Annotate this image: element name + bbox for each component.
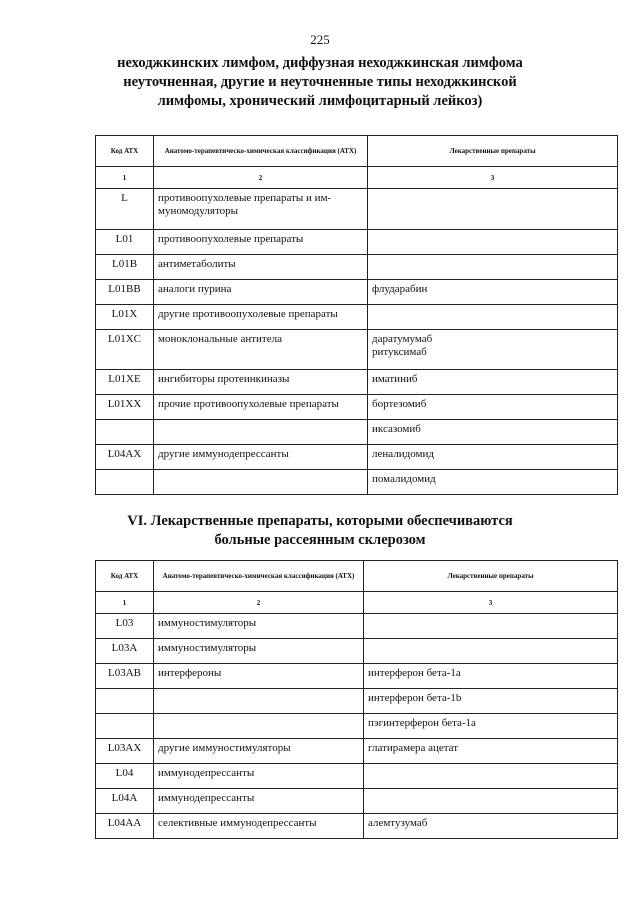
drugs-cell bbox=[368, 330, 618, 370]
drug-name: алемтузумаб bbox=[368, 817, 428, 829]
column-number: 3 bbox=[368, 167, 618, 189]
table-row bbox=[96, 305, 618, 330]
drugs-cell bbox=[364, 764, 618, 789]
drug-name: бортезомиб bbox=[372, 398, 427, 410]
table-header-row bbox=[96, 561, 618, 592]
atc-code-cell bbox=[96, 714, 154, 739]
classification-cell bbox=[154, 470, 368, 495]
classification-cell: ингибиторы протеинкиназы bbox=[154, 370, 368, 395]
atc-code-cell: L01BB bbox=[96, 280, 154, 305]
classification-cell: прочие противоопухолевые препараты bbox=[154, 395, 368, 420]
drug-name: интерферон бета-1b bbox=[368, 692, 462, 704]
table-row bbox=[96, 639, 618, 664]
drugs-cell bbox=[368, 470, 618, 495]
drugs-cell bbox=[368, 255, 618, 280]
drug-name: глатирамера ацетат bbox=[368, 742, 459, 754]
drugs-cell bbox=[364, 689, 618, 714]
atc-code-cell: L01 bbox=[96, 230, 154, 255]
drug-name: пэгинтерферон бета-1a bbox=[368, 717, 476, 729]
classification-cell: иммуностимуляторы bbox=[154, 639, 364, 664]
classification-cell: противоопухолевые препараты bbox=[154, 230, 368, 255]
continued-heading bbox=[0, 54, 640, 111]
drug-name: иматиниб bbox=[372, 373, 418, 385]
atc-code-cell: L03AB bbox=[96, 664, 154, 689]
column-number: 2 bbox=[154, 592, 364, 614]
classification-cell: другие иммунодепрессанты bbox=[154, 445, 368, 470]
drugs-cell bbox=[364, 639, 618, 664]
column-number-row bbox=[96, 167, 618, 189]
classification-cell: другие иммуностимуляторы bbox=[154, 739, 364, 764]
table-row bbox=[96, 814, 618, 839]
table-row bbox=[96, 445, 618, 470]
column-number-row bbox=[96, 592, 618, 614]
drugs-cell bbox=[368, 395, 618, 420]
drugs-cell bbox=[364, 789, 618, 814]
table-row bbox=[96, 230, 618, 255]
header-classification: Анатомо-терапевтическо-химическая классификация (АТХ) bbox=[154, 561, 364, 592]
drug-name: даратумумаб bbox=[372, 333, 433, 345]
atc-table-lymphoma bbox=[95, 135, 618, 495]
heading-line: больные рассеянным склерозом bbox=[214, 532, 426, 548]
drugs-cell bbox=[364, 739, 618, 764]
drugs-cell bbox=[368, 189, 618, 230]
atc-code-cell: L01XE bbox=[96, 370, 154, 395]
table-header-row bbox=[96, 136, 618, 167]
table-row bbox=[96, 689, 618, 714]
classification-cell bbox=[154, 689, 364, 714]
classification-cell: иммунодепрессанты bbox=[154, 764, 364, 789]
drugs-cell bbox=[364, 714, 618, 739]
atc-code-cell: L04 bbox=[96, 764, 154, 789]
column-number: 2 bbox=[154, 167, 368, 189]
header-code: Код АТХ bbox=[96, 136, 154, 167]
table-row bbox=[96, 395, 618, 420]
classification-cell: противоопухолевые препараты и им-муномодуляторы bbox=[154, 189, 368, 230]
atc-code-cell: L04A bbox=[96, 789, 154, 814]
drug-name: флударабин bbox=[372, 283, 428, 295]
classification-cell: моноклональные антитела bbox=[154, 330, 368, 370]
table-row bbox=[96, 370, 618, 395]
classification-cell: антиметаболиты bbox=[154, 255, 368, 280]
heading-line: лимфомы, хронический лимфоцитарный лейкоз) bbox=[157, 93, 483, 109]
drugs-cell bbox=[364, 814, 618, 839]
classification-cell: аналоги пурина bbox=[154, 280, 368, 305]
atc-code-cell: L01XC bbox=[96, 330, 154, 370]
table-row bbox=[96, 789, 618, 814]
drugs-cell bbox=[364, 614, 618, 639]
table-row bbox=[96, 255, 618, 280]
drug-name: помалидомид bbox=[372, 473, 436, 485]
table-row bbox=[96, 764, 618, 789]
table-row bbox=[96, 714, 618, 739]
column-number: 1 bbox=[96, 167, 154, 189]
atc-code-cell bbox=[96, 420, 154, 445]
drug-name: ритуксимаб bbox=[372, 346, 427, 358]
column-number: 1 bbox=[96, 592, 154, 614]
drugs-cell bbox=[364, 664, 618, 689]
atc-code-cell: L bbox=[96, 189, 154, 230]
atc-code-cell: L01X bbox=[96, 305, 154, 330]
section-heading bbox=[0, 512, 640, 550]
heading-line: неуточненная, другие и неуточненные типы неходжкинской bbox=[123, 74, 517, 90]
table-row bbox=[96, 614, 618, 639]
atc-code-cell: L04AX bbox=[96, 445, 154, 470]
atc-code-cell: L03A bbox=[96, 639, 154, 664]
classification-cell: интерфероны bbox=[154, 664, 364, 689]
table-row bbox=[96, 280, 618, 305]
table-row bbox=[96, 470, 618, 495]
classification-cell: иммунодепрессанты bbox=[154, 789, 364, 814]
atc-code-cell: L01XX bbox=[96, 395, 154, 420]
atc-code-cell: L04AA bbox=[96, 814, 154, 839]
header-drugs: Лекарственные препараты bbox=[368, 136, 618, 167]
header-drugs: Лекарственные препараты bbox=[364, 561, 618, 592]
drug-name: леналидомид bbox=[372, 448, 434, 460]
drugs-cell bbox=[368, 305, 618, 330]
table-row bbox=[96, 330, 618, 370]
heading-line: неходжкинских лимфом, диффузная неходжкинская лимфома bbox=[117, 55, 523, 71]
atc-code-cell bbox=[96, 470, 154, 495]
drugs-cell bbox=[368, 445, 618, 470]
table-row bbox=[96, 420, 618, 445]
heading-line: VI. Лекарственные препараты, которыми обеспечиваются bbox=[127, 513, 513, 529]
header-classification: Анатомо-терапевтическо-химическая классификация (АТХ) bbox=[154, 136, 368, 167]
atc-code-cell: L03 bbox=[96, 614, 154, 639]
classification-cell: селективные иммунодепрессанты bbox=[154, 814, 364, 839]
drugs-cell bbox=[368, 370, 618, 395]
header-code: Код АТХ bbox=[96, 561, 154, 592]
atc-code-cell: L01B bbox=[96, 255, 154, 280]
table-row bbox=[96, 189, 618, 230]
classification-cell: иммуностимуляторы bbox=[154, 614, 364, 639]
table-row bbox=[96, 664, 618, 689]
column-number: 3 bbox=[364, 592, 618, 614]
page-number: 225 bbox=[310, 32, 330, 47]
classification-cell bbox=[154, 714, 364, 739]
table-row bbox=[96, 739, 618, 764]
atc-table-multiple-sclerosis bbox=[95, 560, 618, 839]
classification-cell bbox=[154, 420, 368, 445]
drugs-cell bbox=[368, 230, 618, 255]
atc-code-cell bbox=[96, 689, 154, 714]
classification-cell: другие противоопухолевые препараты bbox=[154, 305, 368, 330]
drugs-cell bbox=[368, 420, 618, 445]
atc-code-cell: L03AX bbox=[96, 739, 154, 764]
drug-name: иксазомиб bbox=[372, 423, 421, 435]
drug-name: интерферон бета-1a bbox=[368, 667, 461, 679]
drugs-cell bbox=[368, 280, 618, 305]
